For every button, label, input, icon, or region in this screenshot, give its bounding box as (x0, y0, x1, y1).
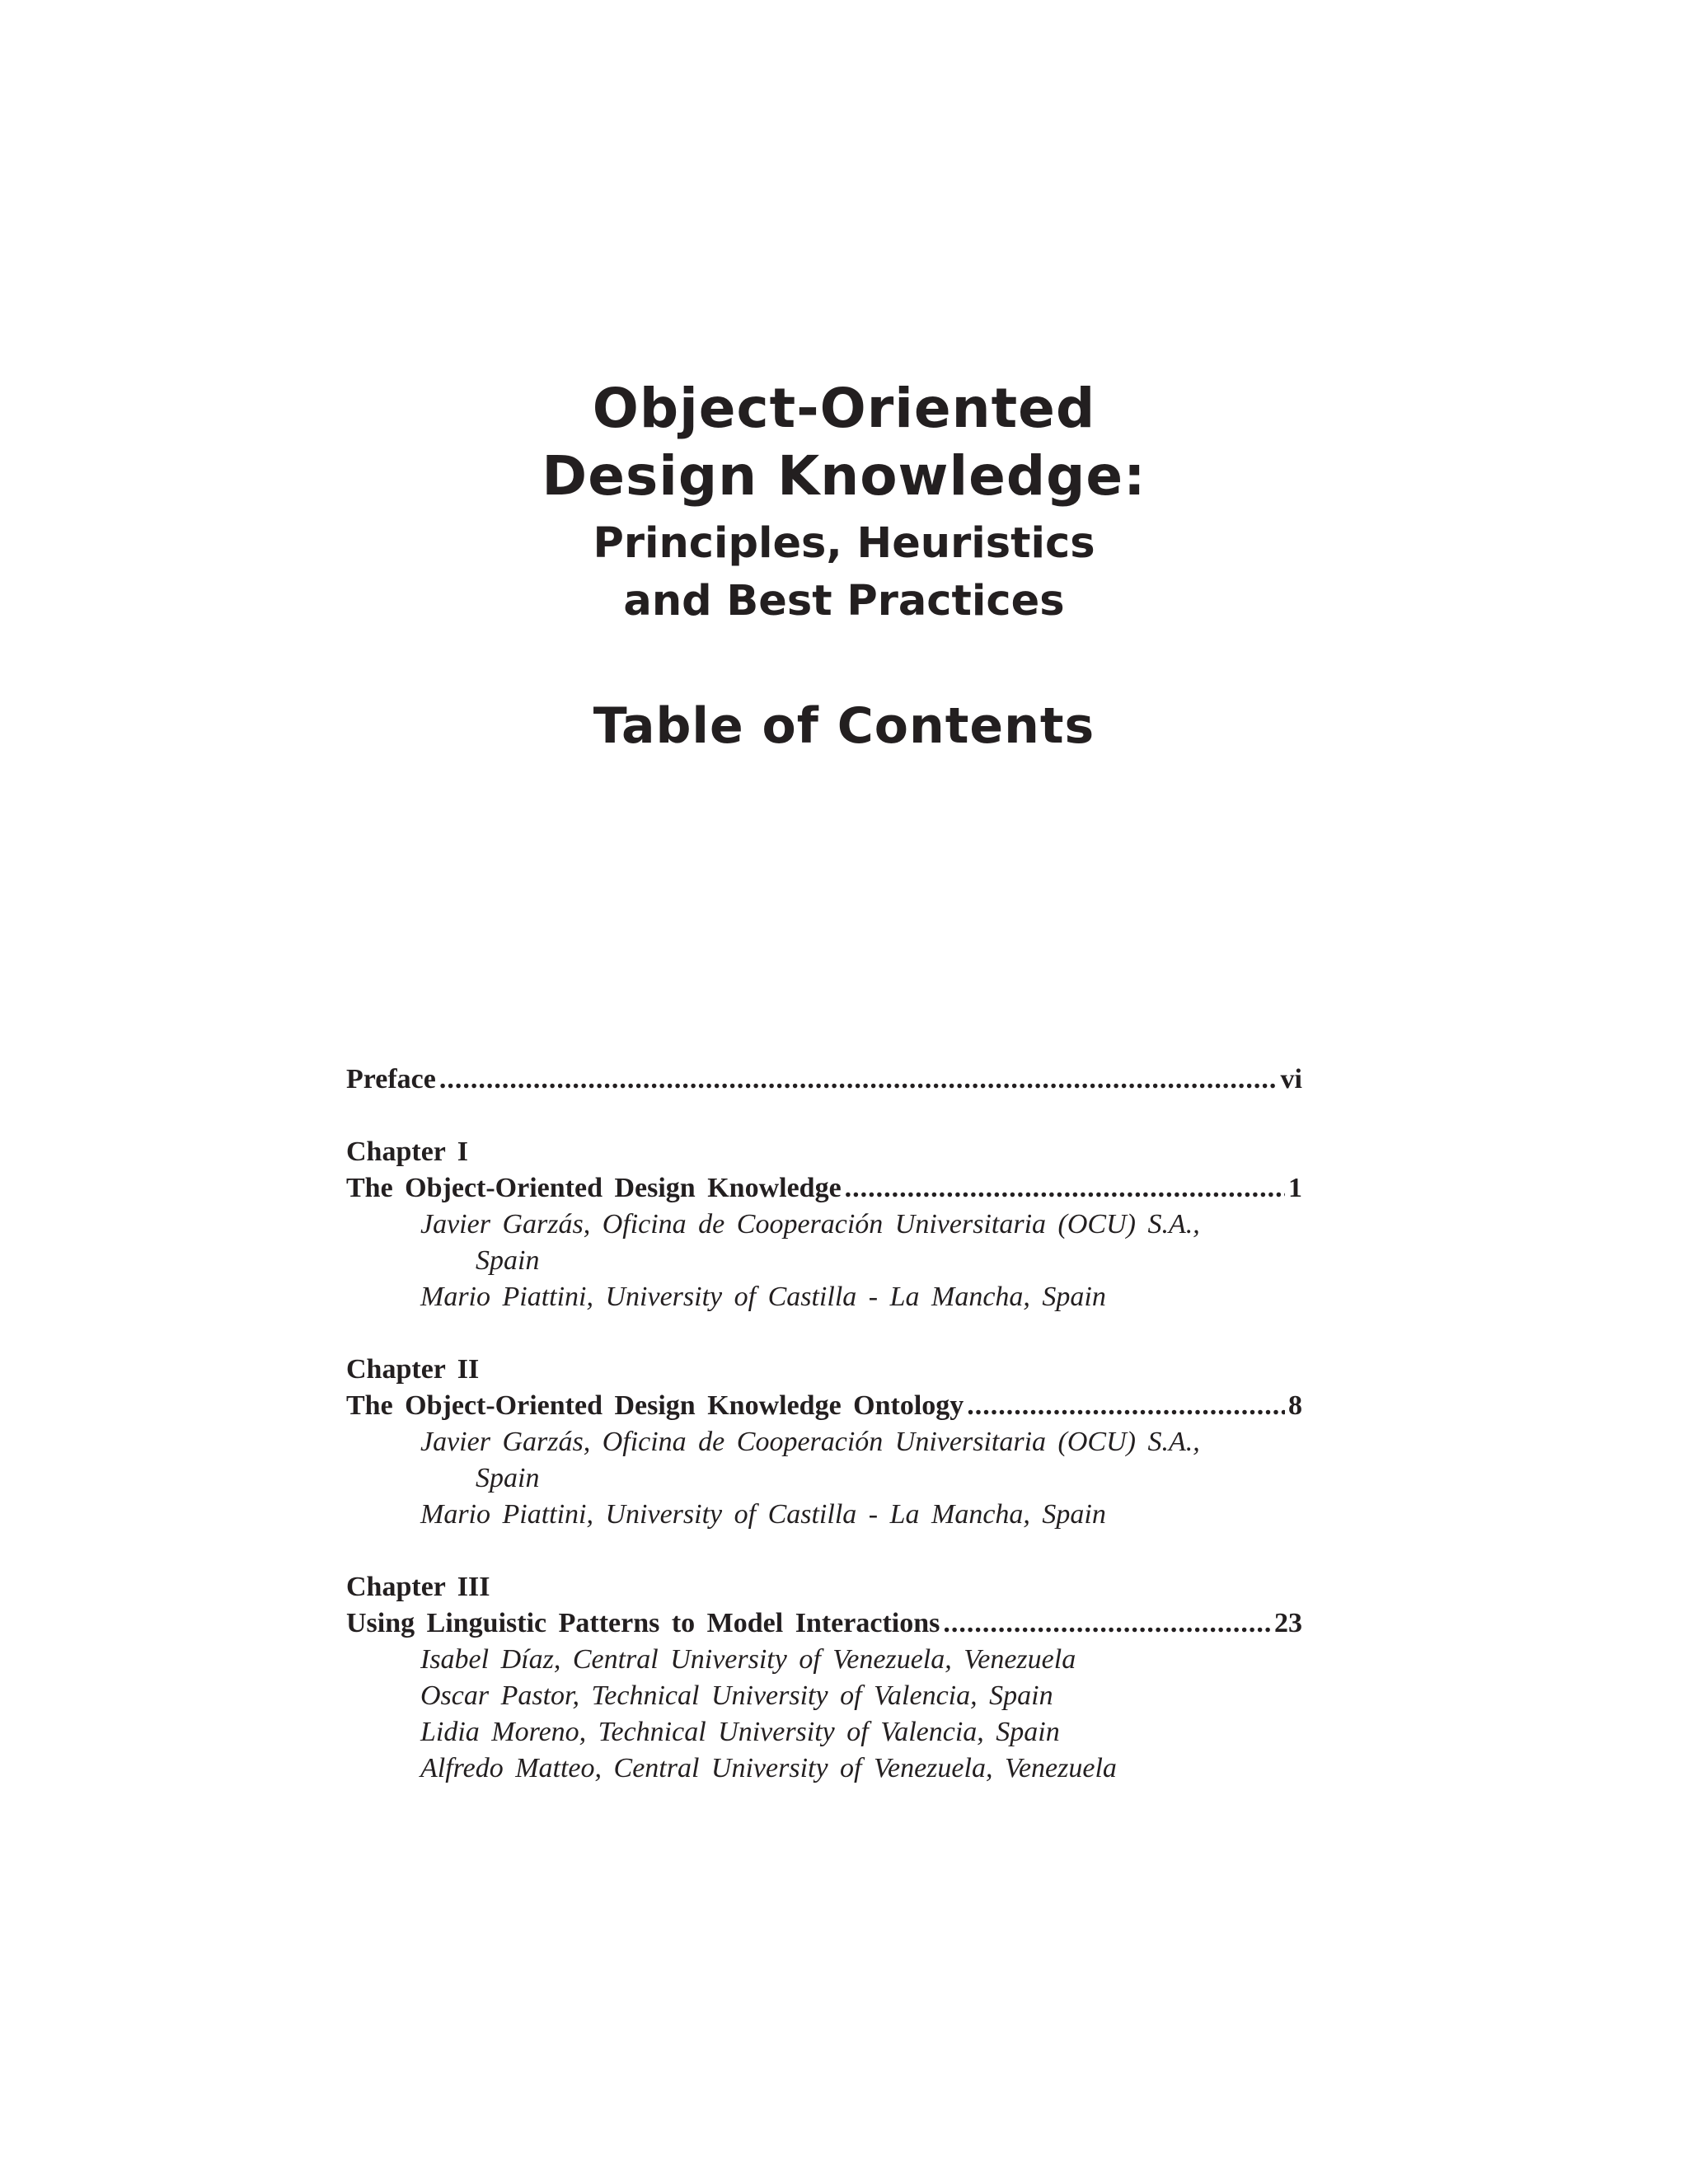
chapter-page: 1 (1288, 1173, 1302, 1203)
toc-entry-page: vi (1280, 1064, 1302, 1094)
toc-entry-chapter-1[interactable] (346, 1170, 1302, 1207)
chapter-author (346, 1750, 1302, 1787)
author-line-continued: Spain (476, 1463, 540, 1493)
toc-chapter-1 (346, 1134, 1302, 1315)
toc-entry-chapter-3[interactable] (346, 1605, 1302, 1642)
author-line: Javier Garzás, Oficina de Cooperación Universitaria (OCU) S.A., (420, 1209, 1200, 1240)
toc-chapter-3 (346, 1569, 1302, 1787)
author-line: Alfredo Matteo, Central University of Venezuela, Venezuela (420, 1753, 1117, 1783)
chapter-title: The Object-Oriented Design Knowledge (346, 1173, 842, 1203)
book-title-line2: Design Knowledge: (542, 444, 1146, 508)
chapter-author (346, 1714, 1302, 1750)
chapter-author (346, 1642, 1302, 1678)
chapter-number: Chapter III (346, 1572, 490, 1602)
dot-leader (845, 1170, 1285, 1207)
toc-entry-label: Preface (346, 1064, 436, 1094)
book-subtitle-line2: and Best Practices (623, 577, 1065, 626)
chapter-author (346, 1497, 1302, 1533)
chapter-author (346, 1207, 1302, 1279)
chapter-number: Chapter I (346, 1137, 468, 1167)
author-line: Javier Garzás, Oficina de Cooperación Universitaria (OCU) S.A., (420, 1427, 1200, 1457)
toc-entry-chapter-2[interactable] (346, 1388, 1302, 1424)
author-line: Oscar Pastor, Technical University of Valencia, Spain (420, 1680, 1053, 1711)
author-line: Isabel Díaz, Central University of Venezuela, Venezuela (420, 1644, 1076, 1675)
author-line: Mario Piattini, University of Castilla - La Mancha, Spain (420, 1499, 1106, 1530)
author-line-continued: Spain (476, 1245, 540, 1276)
book-title-block (0, 375, 1688, 630)
chapter-author (346, 1424, 1302, 1497)
dot-leader (967, 1388, 1285, 1424)
chapter-title: The Object-Oriented Design Knowledge Ontology (346, 1390, 964, 1421)
author-line: Mario Piattini, University of Castilla - La Mancha, Spain (420, 1282, 1106, 1312)
chapter-page: 8 (1288, 1390, 1302, 1421)
dot-leader (943, 1605, 1271, 1642)
book-title-line1: Object-Oriented (592, 377, 1096, 440)
table-of-contents (346, 1062, 1302, 1787)
toc-chapter-2 (346, 1352, 1302, 1533)
chapter-page: 23 (1274, 1608, 1302, 1638)
dot-leader (439, 1062, 1278, 1098)
chapter-title: Using Linguistic Patterns to Model Interactions (346, 1608, 940, 1638)
book-subtitle-line1: Principles, Heuristics (593, 519, 1095, 568)
chapter-number: Chapter II (346, 1354, 480, 1385)
chapter-author (346, 1678, 1302, 1714)
author-line: Lidia Moreno, Technical University of Valencia, Spain (420, 1717, 1060, 1747)
toc-heading: Table of Contents (593, 697, 1095, 755)
toc-entry-preface[interactable] (346, 1062, 1302, 1098)
chapter-author (346, 1279, 1302, 1315)
